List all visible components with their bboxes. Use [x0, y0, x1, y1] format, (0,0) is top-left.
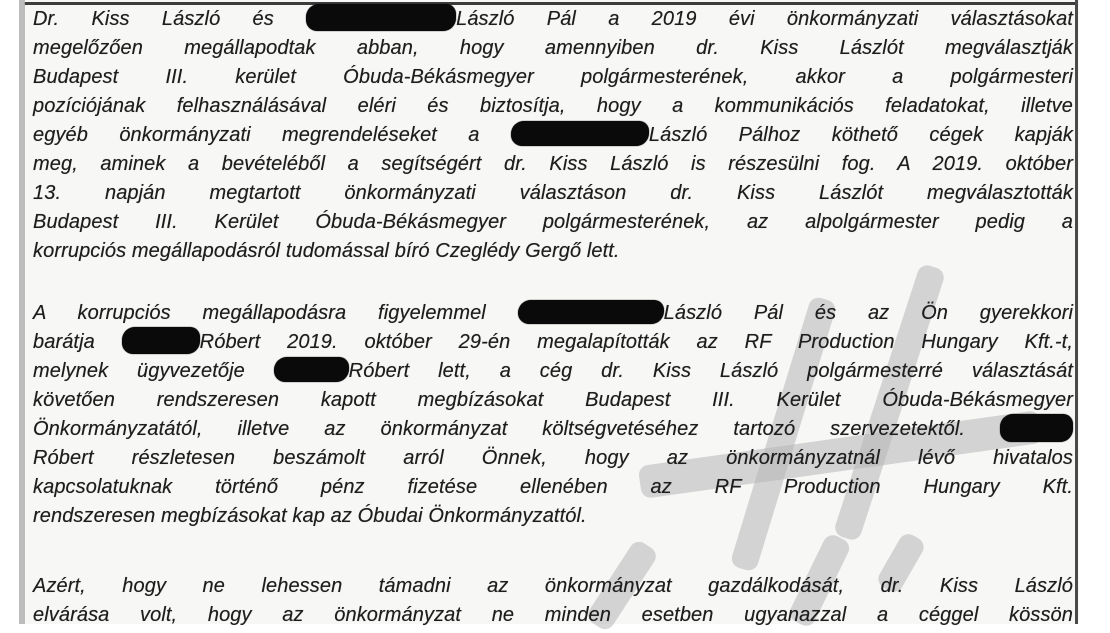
page-margin-left: [0, 0, 19, 624]
text-line: kapcsolatuknak történő pénz fizetése ellenében az RF Production Hungary Kft.: [33, 476, 1073, 498]
text-line: elvárása volt, hogy az önkormányzat ne minden esetben ugyanazzal a céggel kössön: [33, 604, 1073, 626]
text-line: korrupciós megállapodásról tudomással bíró Czeglédy Gergő lett.: [33, 240, 620, 262]
text-line: A korrupciós megállapodásra figyelemmel László Pál és az Ön gyerekkori: [33, 299, 1073, 328]
text-line: rendszeresen megbízásokat kap az Óbudai Önkormányzattól.: [33, 505, 587, 527]
text-line: melynek ügyvezetője Róbert lett, a cég dr. Kiss László polgármesterré választását: [33, 357, 1073, 386]
text-line: barátja Róbert 2019. október 29-én megalapították az RF Production Hungary Kft.-t,: [33, 328, 1073, 357]
redaction-bar: [1000, 414, 1073, 442]
page-right-edge: [1075, 0, 1078, 624]
text-line: Budapest III. Kerület Óbuda-Békásmegyer polgármesterének, az alpolgármester pedig a: [33, 211, 1073, 233]
text-line: Budapest III. kerület Óbuda-Békásmegyer polgármesterének, akkor a polgármesteri: [33, 66, 1073, 88]
text-line: meg, aminek a bevételéből a segítségért dr. Kiss László is részesülni fog. A 2019. október: [33, 153, 1073, 175]
redaction-bar: [122, 327, 200, 354]
text-line: egyéb önkormányzati megrendeléseket a László Pálhoz köthető cégek kapják: [33, 121, 1073, 150]
redaction-bar: [518, 300, 664, 324]
paragraph: [33, 299, 1073, 531]
text-line: követően rendszeresen kapott megbízásokat Budapest III. Kerület Óbuda-Békásmegyer: [33, 389, 1073, 411]
document-text: [33, 5, 1073, 630]
text-line: megelőzően megállapodtak abban, hogy amennyiben dr. Kiss Lászlót megválasztják: [33, 37, 1073, 59]
redaction-bar: [511, 121, 649, 146]
text-line: Önkormányzatától, illetve az önkormányzat költségvetéséhez tartozó szervezetektől.: [33, 415, 1073, 444]
page-margin-right: [1079, 0, 1110, 624]
redaction-bar: [306, 4, 456, 31]
text-line: Dr. Kiss László és László Pál a 2019 évi önkormányzati választásokat: [33, 5, 1073, 34]
text-line: Azért, hogy ne lehessen támadni az önkormányzat gazdálkodását, dr. Kiss László: [33, 575, 1073, 597]
text-line: 13. napján megtartott önkormányzati választáson dr. Kiss Lászlót megválasztották: [33, 182, 1073, 204]
text-line: Róbert részletesen beszámolt arról Önnek, hogy az önkormányzatnál lévő hivatalos: [33, 447, 1073, 469]
text-line: pozíciójának felhasználásával eléri és biztosítja, hogy a kommunikációs feladatokat, illetve: [33, 95, 1073, 117]
paragraph: [33, 572, 1073, 630]
page-left-edge: [19, 0, 25, 624]
redaction-bar: [274, 357, 349, 382]
paragraph: [33, 5, 1073, 266]
